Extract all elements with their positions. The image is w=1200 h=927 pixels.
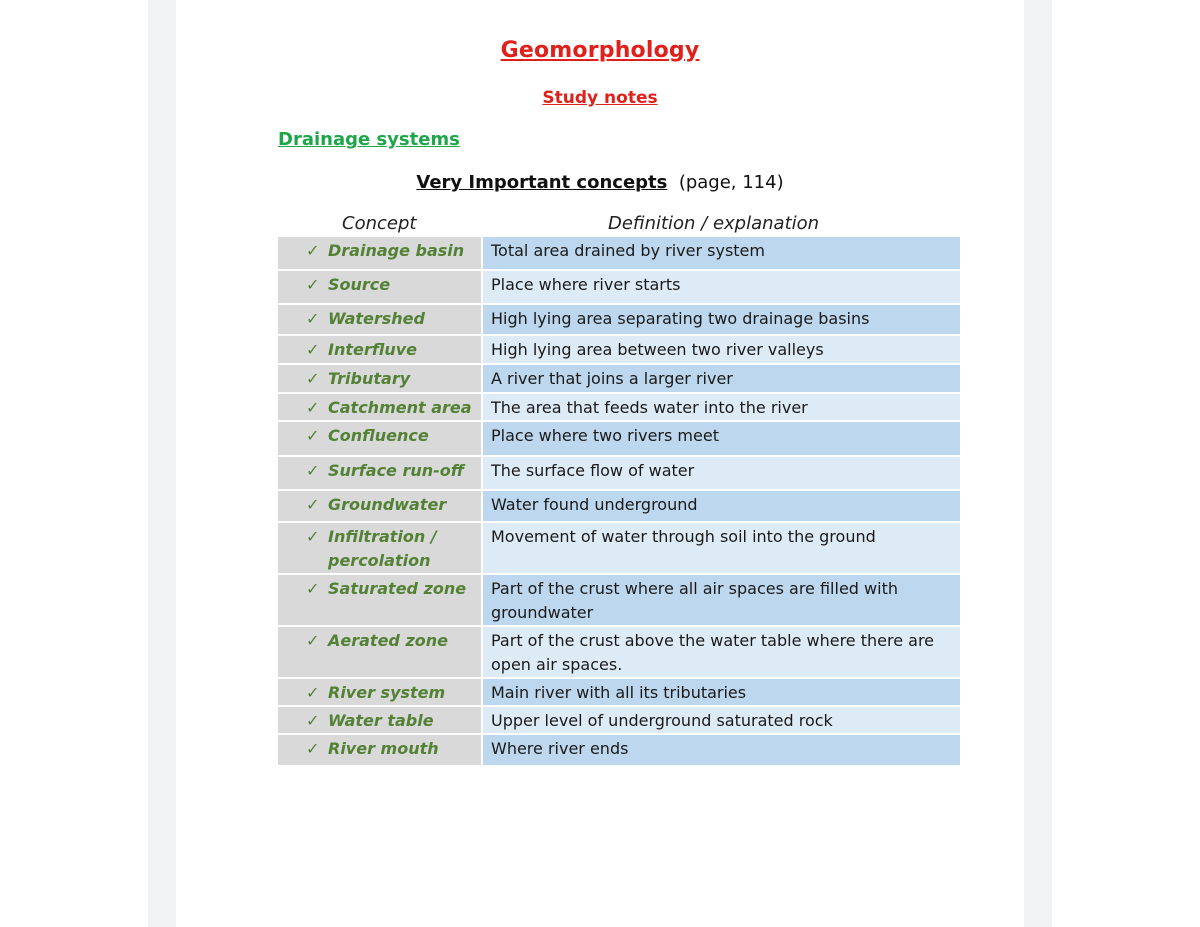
concept-cell <box>278 237 482 270</box>
concepts-table <box>278 237 960 767</box>
table-caption-page: (page, 114) <box>678 172 784 193</box>
concept-term: Tributary <box>328 369 411 388</box>
concept-cell <box>278 456 482 490</box>
table-row <box>278 421 960 456</box>
viewer-right-margin <box>1024 0 1052 927</box>
definition-text: High lying area separating two drainage basins <box>491 309 870 328</box>
table-caption <box>176 172 1024 193</box>
checkmark-icon: ✓ <box>306 495 320 514</box>
checkmark-icon: ✓ <box>306 426 320 445</box>
definition-cell <box>482 490 960 522</box>
definition-cell <box>482 734 960 766</box>
concept-cell <box>278 706 482 734</box>
checkmark-icon: ✓ <box>306 309 320 328</box>
definition-text: Where river ends <box>491 739 629 758</box>
definition-cell <box>482 270 960 304</box>
definition-text: Movement of water through soil into the ground <box>491 527 876 546</box>
column-header-definition: Definition / explanation <box>608 213 820 234</box>
document-page <box>176 0 1024 927</box>
concept-term: Drainage basin <box>328 241 465 260</box>
definition-cell <box>482 421 960 456</box>
table-row <box>278 574 960 626</box>
concept-cell <box>278 574 482 626</box>
table-column-headers <box>278 213 958 237</box>
concept-term: Confluence <box>328 426 429 445</box>
concept-term: Source <box>328 275 391 294</box>
definition-cell <box>482 237 960 270</box>
checkmark-icon: ✓ <box>306 275 320 294</box>
table-row <box>278 237 960 270</box>
viewer-left-margin <box>148 0 176 927</box>
concept-cell <box>278 364 482 393</box>
concept-term: Interfluve <box>328 340 417 359</box>
definition-cell <box>482 574 960 626</box>
table-row <box>278 626 960 678</box>
concept-term: Water table <box>328 711 434 730</box>
definition-text: The area that feeds water into the river <box>491 398 808 417</box>
definition-text: Total area drained by river system <box>491 241 765 260</box>
table-row <box>278 270 960 304</box>
concept-cell <box>278 490 482 522</box>
checkmark-icon: ✓ <box>306 340 320 359</box>
table-row <box>278 678 960 706</box>
definition-text: Place where river starts <box>491 275 681 294</box>
table-row <box>278 522 960 574</box>
concept-term: Groundwater <box>328 495 447 514</box>
concept-cell <box>278 393 482 421</box>
concept-cell <box>278 626 482 678</box>
definition-cell <box>482 393 960 421</box>
column-header-concept: Concept <box>342 213 417 234</box>
table-row <box>278 335 960 364</box>
checkmark-icon: ✓ <box>306 579 320 598</box>
concept-term: Catchment area <box>328 398 472 417</box>
checkmark-icon: ✓ <box>306 739 320 758</box>
checkmark-icon: ✓ <box>306 369 320 388</box>
definition-cell <box>482 678 960 706</box>
table-row <box>278 304 960 335</box>
concept-term: Infiltration / percolation <box>328 527 437 570</box>
table-row <box>278 706 960 734</box>
definition-text: Upper level of underground saturated rock <box>491 711 833 730</box>
concept-cell <box>278 335 482 364</box>
concept-cell <box>278 421 482 456</box>
table-row <box>278 456 960 490</box>
checkmark-icon: ✓ <box>306 631 320 650</box>
checkmark-icon: ✓ <box>306 711 320 730</box>
definition-text: The surface flow of water <box>491 461 695 480</box>
document-subtitle: Study notes <box>542 88 658 108</box>
concept-term: Watershed <box>328 309 425 328</box>
definition-cell <box>482 706 960 734</box>
concept-cell <box>278 734 482 766</box>
table-row <box>278 393 960 421</box>
table-row <box>278 734 960 766</box>
checkmark-icon: ✓ <box>306 527 320 546</box>
definition-cell <box>482 304 960 335</box>
definition-text: Part of the crust above the water table where there are open air spaces. <box>491 631 935 674</box>
definition-text: Water found underground <box>491 495 698 514</box>
section-heading: Drainage systems <box>278 129 460 150</box>
concept-cell <box>278 304 482 335</box>
concept-term: River mouth <box>328 739 439 758</box>
definition-text: Place where two rivers meet <box>491 426 719 445</box>
definition-text: High lying area between two river valleys <box>491 340 824 359</box>
checkmark-icon: ✓ <box>306 461 320 480</box>
concept-term: Surface run-off <box>328 461 465 480</box>
checkmark-icon: ✓ <box>306 398 320 417</box>
definition-cell <box>482 364 960 393</box>
concept-term: Saturated zone <box>328 579 467 598</box>
definition-text: A river that joins a larger river <box>491 369 733 388</box>
definition-cell <box>482 626 960 678</box>
definition-cell <box>482 335 960 364</box>
document-title: Geomorphology <box>500 38 700 63</box>
table-row <box>278 490 960 522</box>
concept-cell <box>278 678 482 706</box>
concept-cell <box>278 270 482 304</box>
concept-term: Aerated zone <box>328 631 448 650</box>
concept-term: River system <box>328 683 446 702</box>
concept-cell <box>278 522 482 574</box>
table-caption-bold: Very Important concepts <box>416 172 668 193</box>
checkmark-icon: ✓ <box>306 241 320 260</box>
definition-text: Part of the crust where all air spaces are filled with groundwater <box>491 579 898 622</box>
definition-cell <box>482 522 960 574</box>
definition-text: Main river with all its tributaries <box>491 683 747 702</box>
checkmark-icon: ✓ <box>306 683 320 702</box>
definition-cell <box>482 456 960 490</box>
table-row <box>278 364 960 393</box>
